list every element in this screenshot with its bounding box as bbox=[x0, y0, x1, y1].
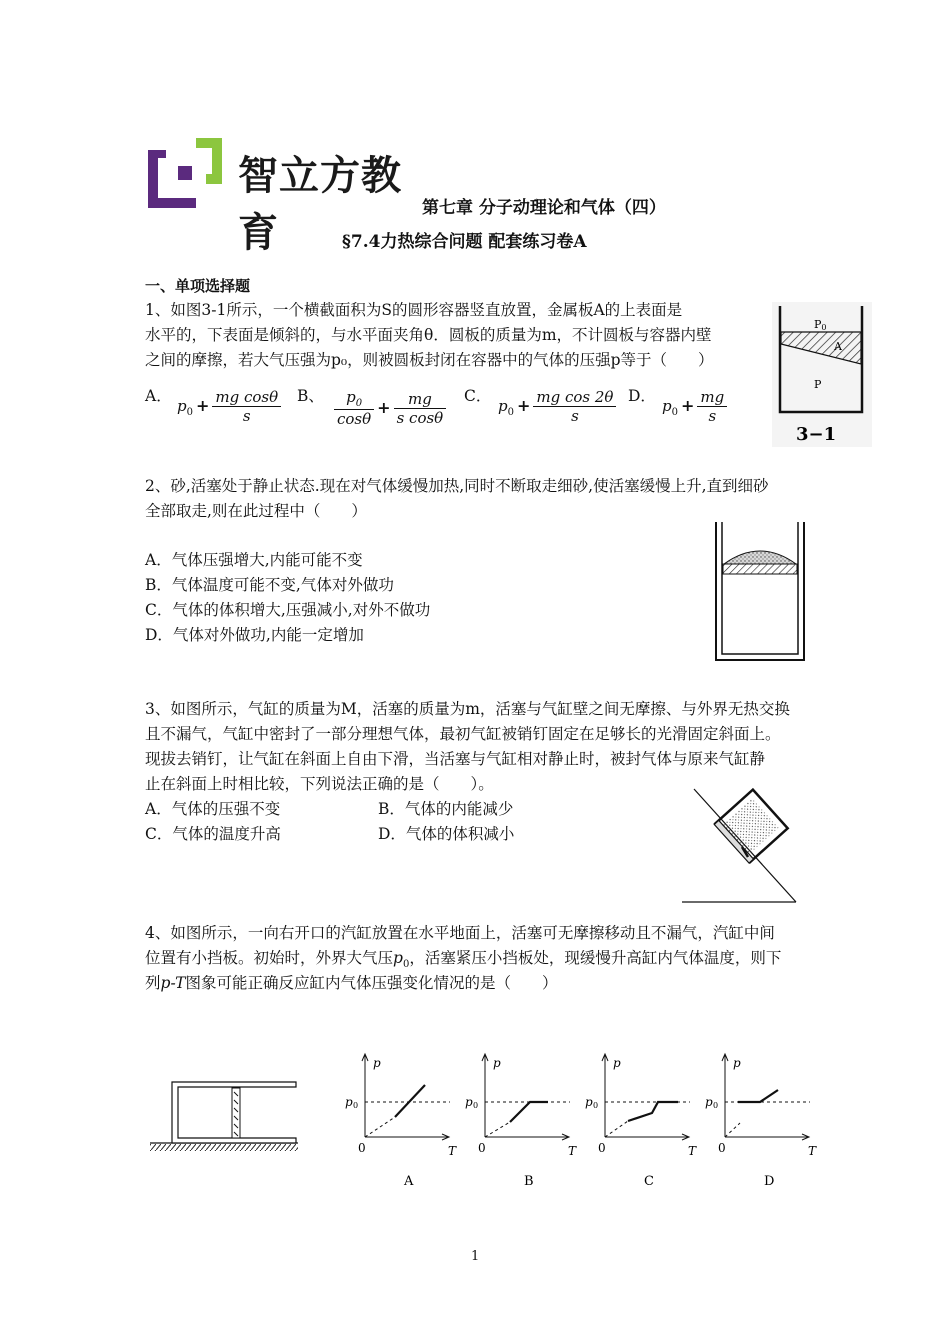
q1-option-a-label: A． bbox=[145, 387, 172, 405]
q1-c-den: s bbox=[571, 407, 579, 425]
graph-b-label-p: p bbox=[493, 1056, 501, 1070]
q1-option-b bbox=[297, 384, 324, 406]
graph-a-caption: A bbox=[404, 1174, 414, 1189]
graph-b-curve bbox=[510, 1102, 548, 1122]
q1-d-num: mg bbox=[697, 388, 727, 407]
q4-line-3-a: 列 bbox=[145, 974, 161, 992]
graph-c-label-t: T bbox=[688, 1144, 697, 1158]
q1-a-p: p bbox=[177, 397, 187, 415]
q1-b-num1: p bbox=[346, 388, 356, 406]
q4-piston bbox=[232, 1088, 240, 1138]
graph-a-label-origin: 0 bbox=[358, 1141, 366, 1155]
q1-b-fraction-2 bbox=[394, 390, 447, 427]
q1-c-p: p bbox=[498, 397, 508, 415]
q4-line-3-b: 图象可能正确反应缸内气体压强变化情况的是（ ） bbox=[185, 974, 558, 992]
q1-a-fraction bbox=[212, 388, 281, 425]
q1-d-fraction bbox=[697, 388, 727, 425]
graph-c-label-p0-sub: 0 bbox=[593, 1101, 599, 1110]
q3-option-a: A．气体的压强不变 bbox=[145, 800, 281, 818]
q1-option-c bbox=[464, 384, 491, 406]
q1-fig-a: A bbox=[834, 340, 842, 353]
q4-graphs bbox=[340, 1045, 830, 1195]
q3-figure-incline bbox=[676, 785, 801, 905]
q1-fig-label: 3−1 bbox=[796, 424, 837, 445]
q1-fig-p: P bbox=[814, 378, 822, 391]
q1-c-fraction bbox=[533, 388, 616, 425]
q4-line-2-a: 位置有小挡板。初始时，外界大气压 bbox=[145, 949, 394, 967]
graph-c-caption: C bbox=[644, 1174, 654, 1189]
graph-d-label-p0-sub: 0 bbox=[713, 1101, 719, 1110]
q3-line-4: 止在斜面上时相比较，下列说法正确的是（ ）。 bbox=[145, 775, 494, 793]
q1-figure-container bbox=[772, 302, 872, 447]
q1-option-b-formula: $\frac{p_0}{\cos\theta}$ + $\frac{mg}{\text{s cosθ}}$ bbox=[334, 388, 446, 428]
graph-a-dashed-extension bbox=[365, 1117, 395, 1137]
q4-line-3 bbox=[145, 971, 557, 996]
q1-d-p: p bbox=[662, 397, 672, 415]
q1-option-c-label: C． bbox=[464, 387, 492, 405]
section-title: §7.4力热综合问题 配套练习卷A bbox=[342, 232, 587, 252]
q1-option-c-formula: $p_0$ + $\frac{\text{mg cos 2θ}}{s}$ bbox=[498, 388, 616, 425]
graph-d-dashed-extension bbox=[725, 1123, 740, 1137]
q1-option-d-formula: $p_0$ + $\frac{mg}{s}$ bbox=[662, 388, 727, 425]
page-number: 1 bbox=[471, 1249, 480, 1264]
graph-d-label-p0: p bbox=[705, 1095, 713, 1109]
q1-line-2: 水平的，下表面是倾斜的，与水平面夹角θ．圆板的质量为m，不计圆板与容器内壁 bbox=[145, 326, 712, 344]
q1-option-a-formula: $p_0$ + $\frac{\text{mg cosθ}}{s}$ bbox=[177, 388, 281, 425]
q3-option-d: D．气体的体积减小 bbox=[378, 825, 515, 843]
q4-line-2-p: p bbox=[393, 949, 403, 967]
q1-b-fraction-1 bbox=[334, 388, 374, 428]
graph-b-dashed-extension bbox=[485, 1122, 510, 1137]
graph-b-label-t: T bbox=[568, 1144, 577, 1158]
q4-line-2-b: ，活塞紧压小挡板处，现缓慢升高缸内气体温度，则下 bbox=[409, 949, 782, 967]
q4-figure-cylinder bbox=[146, 1078, 302, 1154]
graph-d-label-p: p bbox=[733, 1056, 741, 1070]
q3-option-b: B．气体的内能减少 bbox=[378, 800, 514, 818]
section-heading: 一、单项选择题 bbox=[145, 277, 251, 295]
graph-b-label-p0: p bbox=[465, 1095, 473, 1109]
q2-option-a: A．气体压强增大,内能可能不变 bbox=[145, 551, 363, 569]
q3-line-3: 现拔去销钉，让气缸在斜面上自由下滑，当活塞与气缸相对静止时，被封气体与原来气缸静 bbox=[145, 750, 766, 768]
graph-a-curve bbox=[395, 1085, 425, 1117]
graph-a-label-t: T bbox=[448, 1144, 457, 1158]
graph-d-caption: D bbox=[764, 1174, 775, 1189]
graph-b-label-p0-sub: 0 bbox=[473, 1101, 479, 1110]
q2-piston bbox=[723, 564, 797, 574]
graph-c-dashed-extension bbox=[605, 1121, 628, 1137]
q1-c-num: mg cos 2θ bbox=[533, 388, 616, 407]
q2-sand bbox=[724, 551, 796, 564]
graph-c-label-p: p bbox=[613, 1056, 621, 1070]
q1-d-den: s bbox=[708, 407, 717, 425]
q2-option-d: D．气体对外做功,内能一定增加 bbox=[145, 626, 364, 644]
q1-c-sub: 0 bbox=[507, 407, 514, 419]
q1-option-d-label: D． bbox=[628, 387, 656, 405]
graph-c-label-origin: 0 bbox=[598, 1141, 606, 1155]
q4-line-2-sub: 0 bbox=[402, 959, 410, 971]
graph-d-label-origin: 0 bbox=[718, 1141, 726, 1155]
q3-line-1: 3、如图所示，气缸的质量为M，活塞的质量为m，活塞与气缸壁之间无摩擦、与外界无热交换 bbox=[145, 700, 790, 718]
logo-mark-icon bbox=[148, 138, 223, 210]
q2-option-c: C．气体的体积增大,压强减小,对外不做功 bbox=[145, 601, 431, 619]
graph-c-curve bbox=[628, 1102, 678, 1121]
q1-option-d bbox=[628, 384, 656, 406]
q3-line-2: 且不漏气，气缸中密封了一部分理想气体，最初气缸被销钉固定在足够长的光滑固定斜面上。 bbox=[145, 725, 781, 743]
q2-figure-cylinder bbox=[712, 520, 808, 662]
q1-b-den2: s cosθ bbox=[396, 408, 444, 427]
q1-line-1: 1、如图3-1所示，一个横截面积为S的圆形容器竖直放置，金属板A的上表面是 bbox=[145, 301, 683, 319]
graph-a-label-p0-sub: 0 bbox=[353, 1101, 359, 1110]
q1-line-3: 之间的摩擦，若大气压强为p₀，则被圆板封闭在容器中的气体的压强p等于（ ） bbox=[145, 351, 714, 369]
graph-b-label-origin: 0 bbox=[478, 1141, 486, 1155]
graph-a-label-p: p bbox=[373, 1056, 381, 1070]
q1-option-a bbox=[145, 384, 172, 406]
q2-option-b: B．气体温度可能不变,气体对外做功 bbox=[145, 576, 394, 594]
q4-line-3-pt: p-T bbox=[160, 974, 186, 992]
q1-b-num2: mg bbox=[394, 390, 447, 409]
chapter-title: 第七章 分子动理论和气体（四） bbox=[422, 198, 666, 218]
graph-d-curve bbox=[738, 1090, 778, 1102]
q2-line-2: 全部取走,则在此过程中（ ） bbox=[145, 502, 367, 520]
graph-c-label-p0: p bbox=[585, 1095, 593, 1109]
brand-name: 智立方教育 bbox=[238, 153, 402, 256]
q1-option-b-label: B、 bbox=[297, 387, 324, 405]
q1-a-den: s bbox=[242, 407, 251, 425]
q1-fig-p0: P0 bbox=[814, 318, 827, 332]
logo bbox=[148, 138, 418, 256]
q1-a-sub: 0 bbox=[186, 407, 193, 419]
q1-b-den1: cosθ bbox=[337, 410, 372, 428]
q1-a-num: mg cosθ bbox=[212, 388, 281, 407]
graph-a-label-p0: p bbox=[345, 1095, 353, 1109]
graph-b-caption: B bbox=[524, 1174, 534, 1189]
q4-line-1: 4、如图所示，一向右开口的汽缸放置在水平地面上，活塞可无摩擦移动且不漏气，汽缸中间 bbox=[145, 924, 775, 942]
q1-d-sub: 0 bbox=[671, 407, 678, 419]
q3-option-c: C．气体的温度升高 bbox=[145, 825, 281, 843]
q2-line-1: 2、砂,活塞处于静止状态.现在对气体缓慢加热,同时不断取走细砂,使活塞缓慢上升,直到细砂 bbox=[145, 477, 769, 495]
q1-b-sub: 0 bbox=[355, 398, 363, 409]
graph-d-label-t: T bbox=[808, 1144, 817, 1158]
